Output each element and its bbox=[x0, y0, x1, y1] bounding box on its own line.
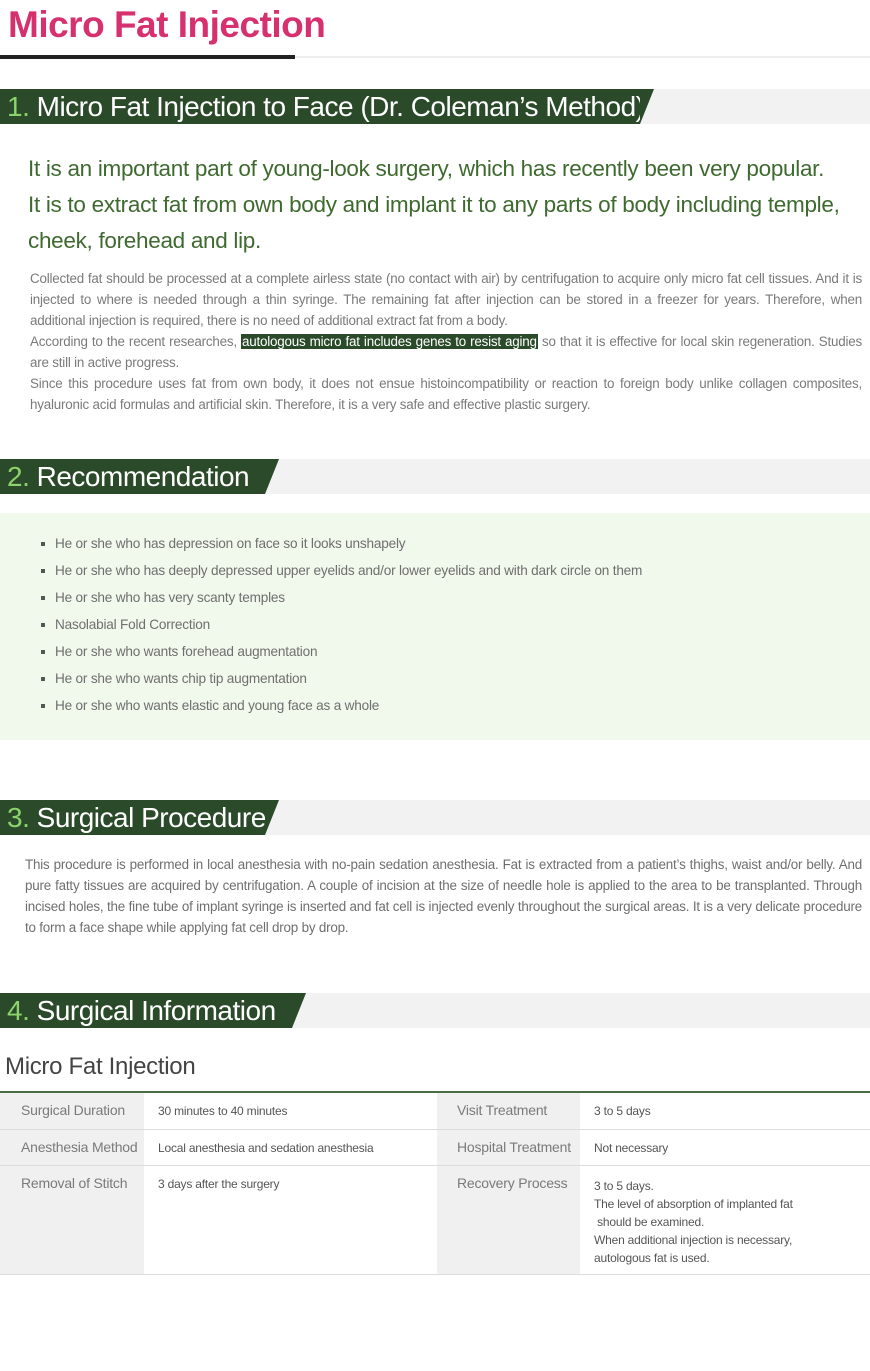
page-title: Micro Fat Injection bbox=[8, 4, 326, 45]
table-value: 3 days after the surgery bbox=[144, 1165, 437, 1274]
info-table bbox=[0, 1093, 870, 1275]
description-paragraph-1: Collected fat should be processed at a complete airless state (no contact with air) by centrifugation to acquire only micro fat cell tissues. And it is injected to where is needed through a thin syringe. The remaining fat after injection can be stored in a freezer for years. Therefore, when additional injection is required, there is no need of additional extract fat from a body. bbox=[30, 271, 862, 328]
highlight-text: autologous micro fat includes genes to resist aging bbox=[241, 334, 537, 349]
section-number: 1. bbox=[7, 91, 30, 122]
table-value bbox=[580, 1165, 870, 1274]
section-number: 4. bbox=[7, 995, 30, 1026]
list-item: He or she who has deeply depressed upper eyelids and/or lower eyelids and with dark circle on them bbox=[40, 557, 642, 584]
value-line: The level of absorption of implanted fat bbox=[594, 1196, 793, 1211]
section-tag bbox=[0, 993, 292, 1028]
section-title-text: Surgical Information bbox=[36, 995, 276, 1026]
section-tag bbox=[0, 459, 265, 494]
intro-text bbox=[28, 151, 868, 259]
table-row bbox=[0, 1093, 870, 1129]
procedure-text: This procedure is performed in local anesthesia with no-pain sedation anesthesia. Fat is extracted from a patient’s thighs, waist and/or belly. And pure fatty tissues are acquired by centrifugation. A couple of incision at the size of needle hole is applied to the area to be transplanted. Through incised holes, the fine tube of implant syringe is inserted and fat cell is injected evenly throughout the surgical areas. It is a very delicate procedure to form a face shape while applying fat cell drop by drop. bbox=[25, 857, 862, 935]
section-title bbox=[7, 90, 644, 124]
value-line: autologous fat is used. bbox=[594, 1250, 710, 1265]
section-title bbox=[7, 994, 276, 1028]
intro-line-1: It is an important part of young-look surgery, which has recently been very popular. bbox=[28, 156, 825, 181]
description bbox=[30, 268, 862, 415]
description-paragraph-3: Since this procedure uses fat from own body, it does not ensue histoincompatibility or reaction to foreign body unlike collagen composites, hyaluronic acid formulas and artificial skin. Therefore, it is a very safe and effective plastic surgery. bbox=[30, 376, 862, 412]
list-item: He or she who has very scanty temples bbox=[40, 584, 642, 611]
table-key: Surgical Duration bbox=[0, 1093, 144, 1129]
list-item: He or she who wants elastic and young face as a whole bbox=[40, 692, 642, 719]
value-line: 3 to 5 days. bbox=[594, 1178, 654, 1193]
section-title bbox=[7, 801, 266, 835]
section-tag bbox=[0, 800, 265, 835]
section-title bbox=[7, 460, 249, 494]
section-tag bbox=[0, 89, 645, 124]
section-number: 3. bbox=[7, 802, 30, 833]
table-value: Not necessary bbox=[580, 1129, 870, 1165]
table-key: Visit Treatment bbox=[437, 1093, 580, 1129]
list-item: Nasolabial Fold Correction bbox=[40, 611, 642, 638]
value-line: When additional injection is necessary, bbox=[594, 1232, 793, 1247]
title-underline bbox=[0, 55, 295, 59]
page-header bbox=[0, 0, 870, 60]
description-text: so that it is effective for local skin regeneration. Studies are still in active progress. bbox=[30, 334, 862, 370]
table-key: Hospital Treatment bbox=[437, 1129, 580, 1165]
table-value: 3 to 5 days bbox=[580, 1093, 870, 1129]
info-title: Micro Fat Injection bbox=[5, 1053, 196, 1080]
recommendation-list bbox=[40, 530, 642, 719]
table-value: 30 minutes to 40 minutes bbox=[144, 1093, 437, 1129]
section-number: 2. bbox=[7, 461, 30, 492]
table-key: Anesthesia Method bbox=[0, 1129, 144, 1165]
section-header-4 bbox=[0, 993, 870, 1028]
description-text: According to the recent researches, bbox=[30, 334, 241, 349]
section-title-text: Recommendation bbox=[36, 461, 250, 492]
list-item: He or she who wants forehead augmentation bbox=[40, 638, 642, 665]
value-line: should be examined. bbox=[594, 1214, 705, 1229]
intro-line-2: It is to extract fat from own body and implant it to any parts of body including temple, cheek, forehead and lip. bbox=[28, 192, 840, 253]
list-item: He or she who wants chip tip augmentation bbox=[40, 665, 642, 692]
list-item: He or she who has depression on face so it looks unshapely bbox=[40, 530, 642, 557]
section-header-1 bbox=[0, 89, 870, 124]
table-row bbox=[0, 1165, 870, 1274]
section-title-text: Surgical Procedure bbox=[36, 802, 266, 833]
title-rule bbox=[295, 56, 870, 58]
table-key: Recovery Process bbox=[437, 1165, 580, 1274]
table-value: Local anesthesia and sedation anesthesia bbox=[144, 1129, 437, 1165]
table-key: Removal of Stitch bbox=[0, 1165, 144, 1274]
description-paragraph-2 bbox=[30, 331, 862, 373]
section-title-text: Micro Fat Injection to Face (Dr. Coleman’s Method) bbox=[36, 91, 645, 122]
table-row bbox=[0, 1129, 870, 1165]
section-header-2 bbox=[0, 459, 870, 494]
section-header-3 bbox=[0, 800, 870, 835]
